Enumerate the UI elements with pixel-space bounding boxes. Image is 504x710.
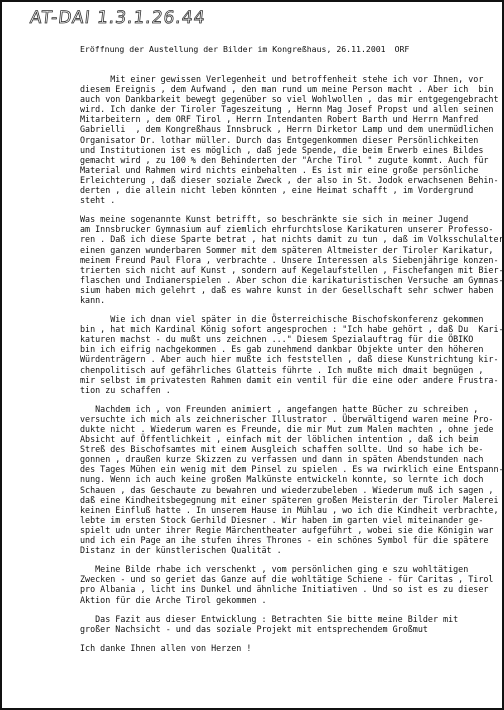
text-line: flaschen und Indianerspielen . Aber schon die karikaturistischen Versuche am Gymnas- (80, 274, 504, 285)
text-line: einen ganzen wunderbaren Sommer mit dem späteren Altmeister der Tiroler Karikatur, (80, 244, 494, 255)
text-line: spielt udn unter ihrer Regie Märchentheater aufgeführt , wobei sie die Königin war (80, 524, 494, 535)
paragraph (80, 403, 504, 556)
text-line: ren . Daß ich diese Sparte betrat , hat nichts damit zu tun , daß im Volksschulalter (80, 234, 504, 245)
text-line: Nachdem ich , von Freunden animiert , angefangen hatte Bücher zu schreiben , (80, 403, 479, 414)
text-line: Erleichterung , daß dieser soziale Zweck , der also in St. Jodok erwachsenen Behin- (80, 174, 499, 185)
text-line: nung. Wenn ich auch keine großen Malkünste entwickeln konnte, so lernte ich doch (80, 474, 484, 485)
text-line: Organisator Dr. lothar müller. Durch das Entgegenkommen dieser Persönlichkeiten (80, 134, 479, 145)
speech-body (80, 74, 504, 662)
text-line: derten , die allein nicht leben könnten , eine Heimat schafft , im Vordergrund (80, 185, 474, 196)
text-line: daß eine Kindheitsbegegnung mit einer späteren großen Meisterin der Tiroler Malerei (80, 494, 499, 505)
text-line: Distanz in der künstlerischen Qualität . (80, 545, 282, 556)
text-line: kann. (80, 294, 106, 305)
paragraph (80, 74, 499, 206)
text-line: sium haben mich gelehrt , daß es wahre kunst in der Gesellschaft sehr schwer haben (80, 284, 494, 295)
text-line: des Tages Mühen ein wenig mit dem Pinsel zu spielen . Es wa rwirklich eine Entspann- (80, 464, 504, 475)
closing-line: Ich danke Ihnen allen von Herzen ! (80, 642, 252, 653)
text-line: auch von Dankbarkeit bewegt gegenüber so viel Wohlwollen , das mir entgegengebracht (80, 94, 499, 105)
text-line: Mit einer gewissen Verlegenheit und betroffenheit stehe ich vor Ihnen, vor (80, 74, 484, 84)
text-line: trierten sich nicht auf Kunst , sondern auf Kegelaufstellen , Fischefangen mit Bier- (80, 264, 504, 275)
text-line: Meine Bilde rhabe ich verschenkt , vom persönlichen ging e szu wohltätigen (80, 564, 469, 575)
text-line: tion zu schaffen . (80, 384, 171, 395)
text-line: keinen Einfluß hatte . In unserem Hause in Mühlau , wo ich die Kindheit verbrachte, (80, 504, 499, 515)
text-line: Gabrielli , dem Kongreßhaus Innsbruck , Herrn Dirketor Lamp und dem unermüdlichen (80, 124, 494, 135)
text-line: Mitarbeitern , dem ORF Tirol , Herrn Intendanten Robert Barth und Herrn Manfred (80, 114, 479, 125)
text-line: am Innsbrucker Gymnasium auf ziemlich ehrfurchtslose Karikaturen unserer Professo- (80, 224, 494, 235)
text-line: meinem Freund Paul Flora , verbrachte . Unsere Interessen als Siebenjährige konzen- (80, 254, 499, 265)
text-line: Streß des Bischofsamtes mit einem Ausgleich schaffen sollte. Und so habe ich be- (80, 444, 484, 455)
text-line: pro Albania , licht ins Dunkel und ähnliche Initiativen . Und so ist es zu dieser (80, 584, 489, 595)
paragraph (80, 214, 504, 305)
text-line: und ich ein Page an ihe stufen ihres Thrones - ein schönes Symbol für die spätere (80, 535, 489, 546)
text-line: Würdenträgern . Aber auch hier mußte ich feststellen , daß diese Kunstrichtung kir- (80, 354, 499, 365)
text-line: diesem Ereignis , dem Aufwand , den man rund um meine Person macht . Aber ich bin (80, 84, 494, 95)
text-line: Schauen , das Geschaute zu bewahren und wiederzubeleben . Wiederum muß ich sagen , (80, 484, 494, 495)
text-line: lebte im ersten Stock Gerhild Diesner . Wir haben im garten viel miteinander ge- (80, 514, 484, 525)
text-line: und Institutionen ist es möglich , daß jede Spende, die beim Erwerb eines Bildes (80, 144, 484, 155)
text-line: großer Nachsicht - und das soziale Projekt mit entsprechendem Großmut (80, 623, 428, 634)
text-line: Das Fazit aus dieser Entwicklung : Betrachten Sie bitte meine Bilder mit (80, 613, 459, 624)
text-line: mir selbst im privatesten Rahmen damit ein ventil für die eine oder andere Frustra- (80, 374, 499, 385)
paragraph (80, 564, 494, 605)
heading-tag: ORF (394, 44, 410, 54)
text-line: wird. Ich danke der Tiroler Tageszeitung , Hernn Mag Josef Propst und allen seinen (80, 104, 494, 115)
text-line: Wie ich dnan viel später in die Österreichische Bischofskonferenz gekommen (80, 314, 484, 325)
text-line: gemacht wird , zu 100 % den Behinderten der "Arche Tirol " zugute kommt. Auch für (80, 154, 489, 165)
text-line: steht . (80, 195, 116, 206)
text-line: Aktion für die Arche Tirol gekommen . (80, 594, 267, 605)
document-heading (80, 44, 409, 54)
text-line: gonnen , draußen kurze Skizzen zu verfassen und dann in späten Abendstunden nach (80, 454, 484, 465)
text-line: versuchte ich mich als zeichnerischer Illustrator . Überwältigend waren meine Pro- (80, 413, 494, 424)
text-line: Absicht auf Öffentlichkeit , einfach mit der löblichen intention , daß ich beim (80, 434, 479, 445)
text-line: bin , hat mich Kardinal König sofort angesprochen : "Ich habe gehört , daß Du Kari- (80, 324, 504, 335)
paragraph (80, 614, 480, 634)
text-line: Material und Rahmen wird nichts einbehalten . Es ist mir eine große persönliche (80, 164, 479, 175)
text-line: bin ich eifrig nachgekommen . Es gab zunehmend dankbar Objekte unter den höheren (80, 344, 484, 355)
paragraph (80, 314, 504, 395)
archive-stamp: AT-DAI 1.3.1.26.44 (28, 8, 207, 28)
text-line: chenpolitisch auf gefährliches Glatteis führte . Ich mußte mich dmait begnügen , (80, 364, 484, 375)
text-line: katuren machst - du mußt uns zeichnen ..." Diesem Spezialauftrag für die ÖBIKO (80, 334, 474, 345)
text-line: dukte nicht . Wiederum waren es Freunde, die mir Mut zum Malen machten , ohne jede (80, 424, 494, 434)
text-line: Zwecken - und so geriet das Ganze auf die wohltätige Schiene - für Caritas , Tirol (80, 574, 494, 585)
heading-text: Eröffnung der Austellung der Bilder im Kongreßhaus, 26.11.2001 (80, 44, 386, 54)
text-line: Was meine sogenannte Kunst betrifft, so beschränkte sie sich in meiner Jugend (80, 214, 469, 225)
